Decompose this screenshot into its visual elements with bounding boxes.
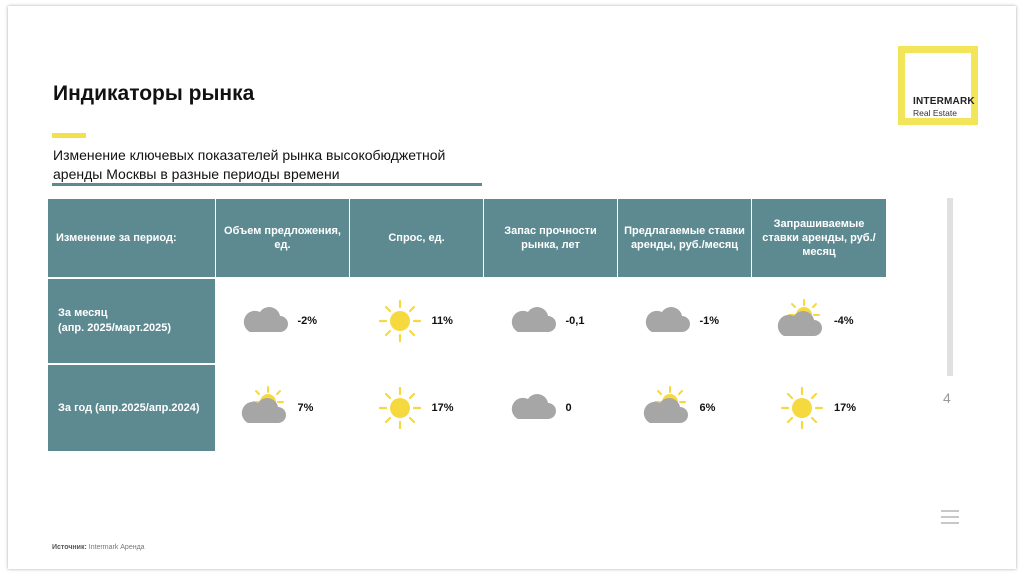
- cell-value: 11%: [431, 315, 453, 327]
- row-label-line-1: За год (апр.2025/апр.2024): [58, 401, 200, 414]
- table-cell: [484, 279, 617, 363]
- table-cell: [618, 279, 751, 363]
- cloud-icon: [506, 385, 562, 431]
- page-number: 4: [943, 390, 951, 406]
- sun-behind-cloud-icon: [640, 385, 696, 431]
- column-header: Спрос, ед.: [350, 199, 483, 277]
- column-header: Предлагаемые ставки аренды, руб./месяц: [618, 199, 751, 277]
- cell-value: 17%: [834, 402, 857, 414]
- cloud-icon: [640, 298, 696, 344]
- subtitle-underline: [52, 183, 482, 186]
- table-cell: [216, 365, 349, 451]
- table-cell: [618, 365, 751, 451]
- title-accent-bar: [52, 133, 86, 138]
- sun-icon: [774, 385, 830, 431]
- source-text: Intermark Аренда: [88, 544, 145, 551]
- intermark-logo: [898, 46, 978, 125]
- column-header: Запрашиваемые ставки аренды, руб./месяц: [752, 199, 886, 277]
- row-label: [48, 279, 215, 363]
- table-cell: [752, 279, 886, 363]
- source-label: Источник:: [52, 544, 87, 551]
- column-header: Объем предложения, ед.: [216, 199, 349, 277]
- subtitle-line-2: аренды Москвы в разные периоды времени: [53, 166, 340, 182]
- subtitle: [53, 146, 483, 184]
- cell-value: -4%: [834, 315, 854, 327]
- cell-value: 7%: [297, 402, 314, 414]
- cloud-icon: [506, 298, 562, 344]
- table-cell: [752, 365, 886, 451]
- row-label: [48, 365, 215, 451]
- sun-icon: [372, 385, 428, 431]
- row-label-line-1: За месяц: [58, 307, 108, 319]
- row-label-text: [58, 401, 200, 416]
- cell-value: -2%: [297, 315, 318, 327]
- cell-value: 0: [565, 402, 572, 414]
- table-cell: [350, 365, 483, 451]
- table-cell: [216, 279, 349, 363]
- row-label-text: [58, 306, 171, 336]
- cloud-icon: [238, 298, 294, 344]
- logo-subtitle: Real Estate: [913, 108, 957, 118]
- cell-value: -1%: [699, 315, 720, 327]
- row-label-line-2: (апр. 2025/март.2025): [58, 322, 172, 334]
- sun-icon: [372, 298, 428, 344]
- vertical-scrollbar[interactable]: [947, 198, 953, 376]
- table-cell: [350, 279, 483, 363]
- column-header: Запас прочности рынка, лет: [484, 199, 617, 277]
- sun-behind-cloud-icon: [774, 298, 830, 344]
- cell-value: -0,1: [565, 315, 585, 327]
- cell-value: 6%: [699, 402, 716, 414]
- logo-name: INTERMARK: [913, 96, 975, 107]
- cell-value: 17%: [431, 402, 454, 414]
- page-title: Индикаторы рынка: [53, 82, 255, 105]
- menu-icon[interactable]: [941, 510, 959, 526]
- table-corner-header: Изменение за период:: [48, 199, 215, 277]
- table-cell: [484, 365, 617, 451]
- source-note: [52, 544, 145, 551]
- subtitle-line-1: Изменение ключевых показателей рынка высокобюджетной: [53, 147, 446, 163]
- sun-behind-cloud-icon: [238, 385, 294, 431]
